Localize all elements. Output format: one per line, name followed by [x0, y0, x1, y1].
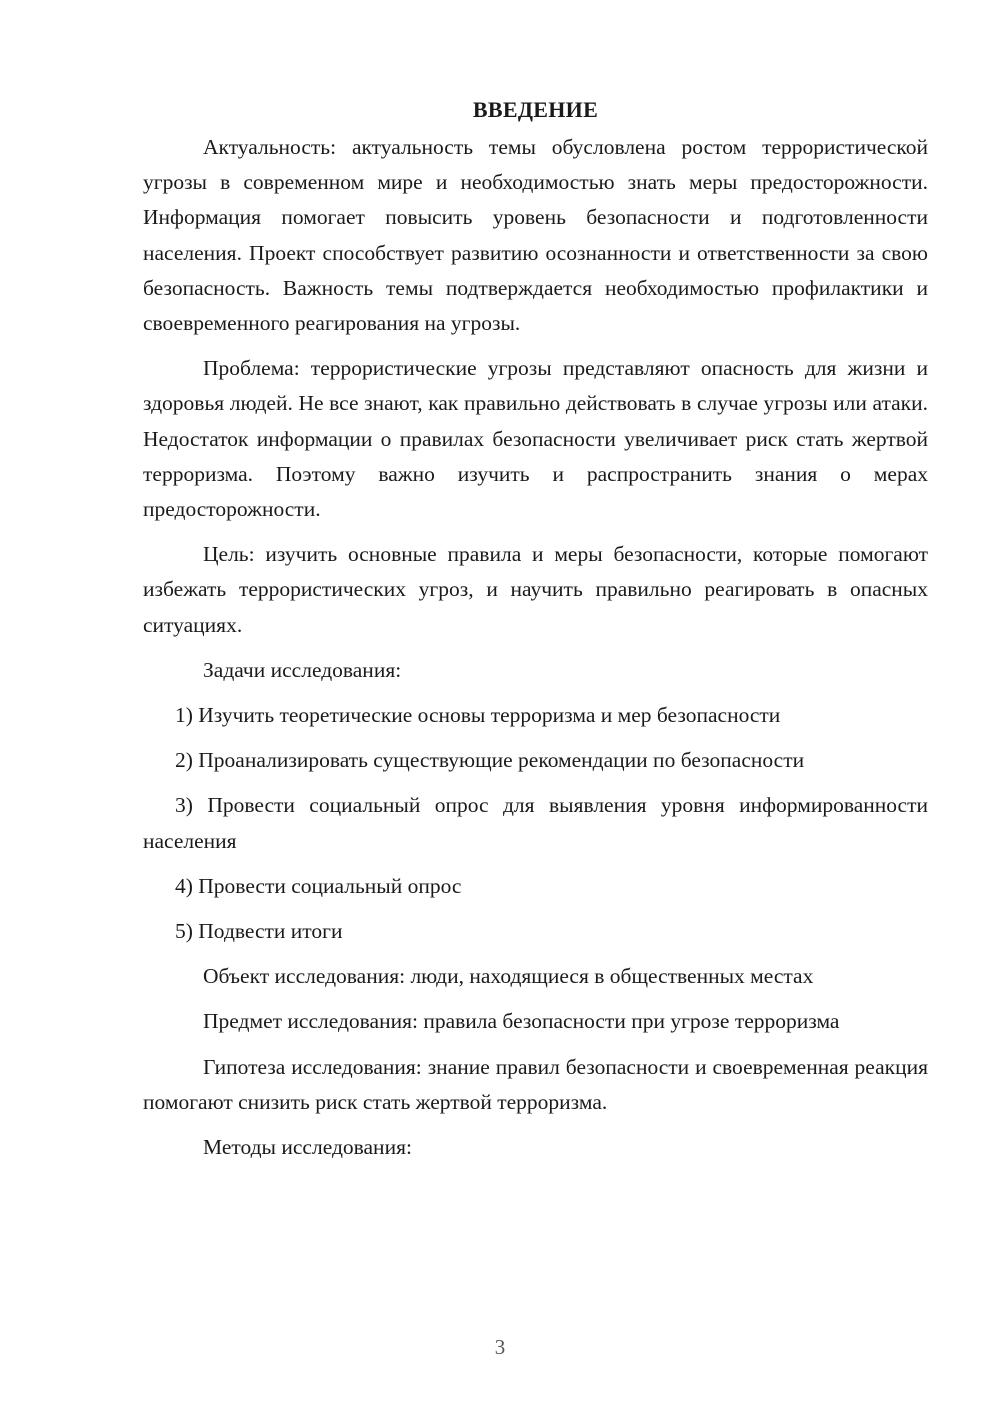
- goal-paragraph: Цель: изучить основные правила и меры безопасности, которые помогают избежать террористических угроз, и научить правильно реагировать в опасных ситуациях.: [143, 542, 928, 637]
- research-hypothesis: Гипотеза исследования: знание правил безопасности и своевременная реакция помогают снизить риск стать жертвой терроризма.: [143, 1054, 928, 1114]
- task-item-4: 4) Провести социальный опрос: [175, 873, 462, 898]
- task-item-2: 2) Проанализировать существующие рекомендации по безопасности: [175, 748, 805, 773]
- relevance-paragraph: Актуальность: актуальность темы обусловлена ростом террористической угрозы в современном мире и необходимостью знать меры предосторожности. Информация помогает повысить уровень безопасности и подготовленности населения. Проект способствует развитию осознанности и ответственности за свою безопасность. Важность темы подтверждается необходимостью профилактики и своевременного реагирования на угрозы.: [143, 135, 928, 336]
- research-object: Объект исследования: люди, находящиеся в общественных местах: [203, 964, 814, 989]
- document-page: [143, 92, 928, 1165]
- task-item-5: 5) Подвести итоги: [175, 919, 343, 944]
- problem-paragraph: Проблема: террористические угрозы представляют опасность для жизни и здоровья людей. Не все знают, как правильно действовать в случае угрозы или атаки. Недостаток информации о правилах безопасности увеличивает риск стать жертвой терроризма. Поэтому важно изучить и распространить знания о мерах предосторожности.: [143, 356, 928, 522]
- page-number: 3: [494, 1335, 506, 1359]
- task-item-1: 1) Изучить теоретические основы терроризма и мер безопасности: [175, 703, 781, 728]
- section-title: ВВЕДЕНИЕ: [472, 97, 599, 122]
- research-subject: Предмет исследования: правила безопасности при угрозе терроризма: [203, 1009, 840, 1034]
- tasks-heading: Задачи исследования:: [203, 657, 402, 682]
- research-methods: Методы исследования:: [203, 1135, 412, 1160]
- task-item-3: 3) Провести социальный опрос для выявления уровня информированности населения: [143, 793, 928, 853]
